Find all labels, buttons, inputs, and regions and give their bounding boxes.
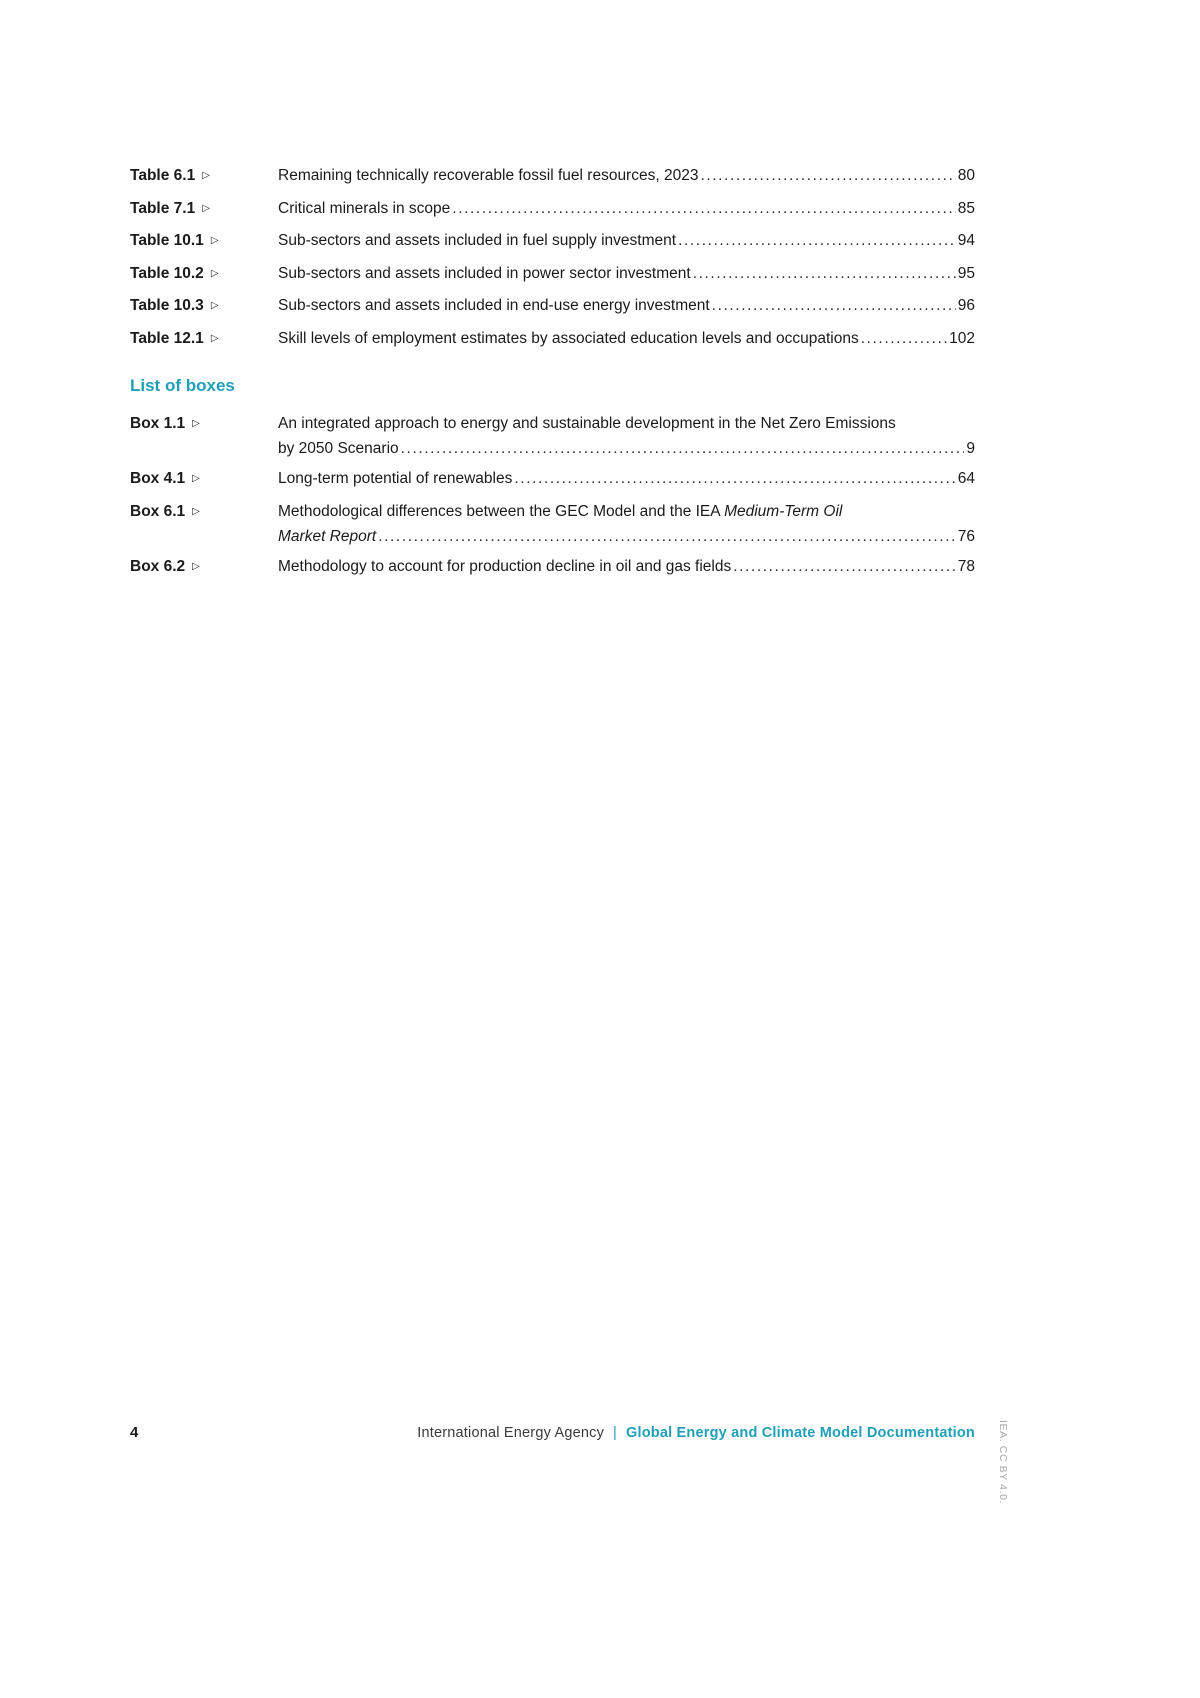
- entry-label-text: Table 10.2: [130, 264, 204, 282]
- entry-title-italic-line1: Medium-Term Oil: [724, 502, 843, 520]
- entry-label: [130, 411, 278, 438]
- triangle-marker-icon: ▷: [192, 561, 200, 572]
- dot-leader: [700, 163, 955, 188]
- toc-content: [130, 163, 975, 587]
- entry-label-text: Table 7.1: [130, 199, 196, 217]
- entry-body: [278, 163, 975, 188]
- entry-body: [278, 326, 975, 351]
- entry-title: Skill levels of employment estimates by associated education levels and occupations: [278, 329, 859, 347]
- entry-title: Remaining technically recoverable fossil fuel resources, 2023: [278, 167, 699, 184]
- entry-body: [278, 293, 975, 318]
- footer-text: [417, 1425, 975, 1441]
- entry-title: Long-term potential of renewables: [278, 470, 513, 487]
- entry-page-number: 64: [957, 470, 975, 487]
- dot-leader: [693, 261, 956, 286]
- entry-page-number: 76: [957, 527, 975, 545]
- entry-title-regular: Methodological differences between the GEC Model and the IEA: [278, 502, 720, 520]
- entry-page-number: 96: [957, 297, 975, 314]
- triangle-marker-icon: ▷: [210, 332, 219, 344]
- entry-page-number: 78: [957, 558, 975, 575]
- entry-page-number: 85: [957, 199, 975, 217]
- footer-page-number: 4: [130, 1424, 139, 1441]
- entry-page-number: 94: [957, 232, 975, 249]
- entry-body: [278, 411, 975, 461]
- entry-title: Sub-sectors and assets included in power sector investment: [278, 264, 691, 282]
- entry-body: [278, 228, 975, 253]
- dot-leader: [514, 466, 955, 491]
- toc-entry-box-1-1[interactable]: [130, 411, 975, 461]
- entry-label: [130, 326, 278, 353]
- toc-entry-table-10-3[interactable]: [130, 293, 975, 320]
- dot-leader: [861, 326, 947, 351]
- entry-label: [130, 554, 278, 581]
- entry-label-text: Box 6.2: [130, 558, 186, 575]
- toc-entry-table-6-1[interactable]: [130, 163, 975, 190]
- entry-label-text: Table 6.1: [130, 167, 196, 184]
- triangle-marker-icon: ▷: [210, 267, 219, 279]
- entry-label-text: Table 12.1: [130, 329, 204, 347]
- footer-agency-name: International Energy Agency: [417, 1425, 605, 1441]
- entry-label-text: Box 6.1: [130, 502, 186, 520]
- entry-label: [130, 228, 278, 255]
- entry-title-line1: An integrated approach to energy and sustainable development in the Net Zero Emissions: [278, 414, 896, 432]
- section-heading-list-of-boxes: List of boxes: [130, 375, 235, 395]
- toc-entry-table-10-1[interactable]: [130, 228, 975, 255]
- toc-entry-box-6-1[interactable]: [130, 499, 975, 549]
- footer-document-title: Global Energy and Climate Model Documentation: [626, 1425, 975, 1441]
- triangle-marker-icon: ▷: [202, 202, 210, 214]
- dot-leader: [378, 524, 956, 549]
- entry-page-number: 95: [957, 264, 975, 282]
- entry-label-text: Table 10.3: [130, 297, 204, 314]
- entry-title-italic-line2: Market Report: [278, 527, 377, 545]
- entry-body: [278, 466, 975, 491]
- dot-leader: [452, 196, 955, 221]
- triangle-marker-icon: ▷: [210, 235, 219, 246]
- entry-title: Critical minerals in scope: [278, 199, 451, 217]
- entry-label: [130, 499, 278, 526]
- dot-leader: [733, 554, 956, 579]
- entry-label-text: Table 10.1: [130, 232, 204, 249]
- entry-label: [130, 466, 278, 493]
- entry-label-text: Box 1.1: [130, 414, 186, 432]
- dot-leader: [678, 228, 956, 253]
- dot-leader: [712, 293, 956, 318]
- toc-entry-box-4-1[interactable]: [130, 466, 975, 493]
- toc-entry-box-6-2[interactable]: [130, 554, 975, 581]
- toc-entry-table-12-1[interactable]: [130, 326, 975, 353]
- entry-label: [130, 293, 278, 320]
- triangle-marker-icon: ▷: [192, 417, 200, 429]
- entry-page-number: 80: [957, 167, 975, 184]
- triangle-marker-icon: ▷: [192, 505, 200, 517]
- entry-body: [278, 554, 975, 579]
- entry-title: Sub-sectors and assets included in fuel supply investment: [278, 232, 677, 249]
- entry-title: Methodology to account for production decline in oil and gas fields: [278, 558, 732, 575]
- entry-label: [130, 163, 278, 190]
- toc-entry-table-10-2[interactable]: [130, 261, 975, 288]
- entry-label: [130, 196, 278, 223]
- triangle-marker-icon: ▷: [210, 300, 219, 311]
- entry-label-text: Box 4.1: [130, 470, 186, 487]
- triangle-marker-icon: ▷: [202, 170, 210, 181]
- entry-body: [278, 499, 975, 549]
- entry-body: [278, 261, 975, 286]
- triangle-marker-icon: ▷: [192, 473, 200, 484]
- license-note-vertical: IEA. CC BY 4.0.: [997, 1420, 1009, 1505]
- entry-page-number: 9: [966, 439, 975, 457]
- entry-label: [130, 261, 278, 288]
- page-footer: [130, 1424, 975, 1441]
- toc-entry-table-7-1[interactable]: [130, 196, 975, 223]
- entry-title: Sub-sectors and assets included in end-use energy investment: [278, 297, 710, 314]
- footer-separator: |: [613, 1425, 617, 1441]
- entry-title-line2: by 2050 Scenario: [278, 439, 399, 457]
- entry-page-number: 102: [949, 329, 975, 347]
- dot-leader: [401, 436, 965, 461]
- entry-body: [278, 196, 975, 221]
